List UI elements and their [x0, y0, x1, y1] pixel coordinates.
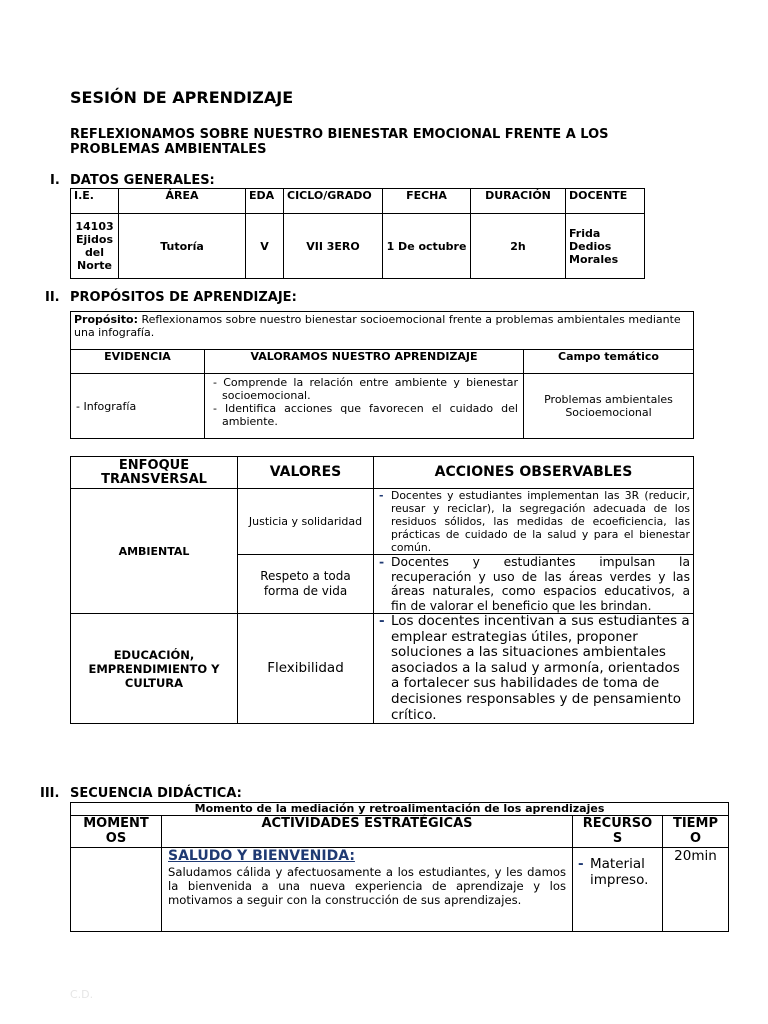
- header-duracion: DURACIÓN: [471, 189, 566, 214]
- header-acciones: ACCIONES OBSERVABLES: [374, 457, 694, 489]
- section-2-number: II.: [45, 290, 60, 305]
- dash-bullet: -: [379, 489, 384, 502]
- header-enfoque: ENFOQUE TRANSVERSAL: [71, 457, 238, 489]
- cell-momento: [71, 848, 162, 932]
- page-title: SESIÓN DE APRENDIZAJE: [70, 88, 294, 107]
- cell-fecha: 1 De octubre: [383, 214, 471, 279]
- proposito-label: Propósito:: [74, 313, 139, 326]
- header-valores: VALORES: [238, 457, 374, 489]
- actividad-text: Saludamos cálida y afectuosamente a los estudiantes, y les damos la bienvenida a una nueva experiencia de aprendizaje y los motivamos a seguir con la construcción de sus aprendizajes.: [168, 865, 566, 907]
- cell-eda: V: [246, 214, 284, 279]
- dash-bullet: -: [379, 555, 385, 569]
- cell-area: Tutoría: [119, 214, 246, 279]
- header-ciclo: CICLO/GRADO: [284, 189, 383, 214]
- cell-evidencia: - Infografía: [71, 374, 205, 439]
- valoramos-item: - Comprende la relación entre ambiente y bienestar socioemocional.: [213, 376, 518, 402]
- valor-flexibilidad: Flexibilidad: [238, 614, 374, 724]
- enfoques-table: [70, 456, 694, 724]
- header-ie: I.E.: [71, 189, 119, 214]
- section-3-number: III.: [40, 786, 60, 801]
- cell-ie: 14103 Ejidos del Norte: [71, 214, 119, 279]
- secuencia-table-title: Momento de la mediación y retroalimentación de los aprendizajes: [71, 803, 729, 816]
- cell-duracion: 2h: [471, 214, 566, 279]
- header-recursos: RECURSO S: [573, 816, 663, 848]
- cell-valoramos: [205, 374, 524, 439]
- section-1-number: I.: [50, 173, 60, 188]
- valoramos-item: - Identifica acciones que favorecen el cuidado del ambiente.: [213, 402, 518, 428]
- header-actividades: ACTIVIDADES ESTRATÉGICAS: [162, 816, 573, 848]
- accion-cell: [374, 555, 694, 614]
- valor-respeto: Respeto a toda forma de vida: [238, 555, 374, 614]
- header-docente: DOCENTE: [566, 189, 645, 214]
- enfoque-educacion: EDUCACIÓN, EMPRENDIMIENTO Y CULTURA: [71, 614, 238, 724]
- session-subtitle: REFLEXIONAMOS SOBRE NUESTRO BIENESTAR EMOCIONAL FRENTE A LOS PROBLEMAS AMBIENTALES: [70, 127, 609, 157]
- header-momentos: MOMENT OS: [71, 816, 162, 848]
- section-3-heading: SECUENCIA DIDÁCTICA:: [70, 786, 242, 801]
- accion-cell: [374, 614, 694, 724]
- proposito-cell: [71, 312, 694, 350]
- cell-ciclo: VII 3ERO: [284, 214, 383, 279]
- cell-campo: [524, 374, 694, 439]
- accion-item: - Los docentes incentivan a sus estudiantes a emplear estrategias útiles, proponer soluciones a las situaciones ambientales asociados a la salud y armonía, orientados a fortalecer sus habilidades de toma de decisiones responsables y de pensamiento crítico.: [379, 613, 690, 723]
- header-evidencia: EVIDENCIA: [71, 350, 205, 374]
- recurso-item: - Material impreso.: [578, 856, 649, 888]
- campo-item: Socioemocional: [565, 406, 652, 419]
- header-campo: Campo temático: [524, 350, 694, 374]
- secuencia-table: [70, 802, 729, 932]
- dash-bullet: -: [379, 613, 385, 629]
- cell-actividad: [162, 848, 573, 932]
- header-valoramos: VALORAMOS NUESTRO APRENDIZAJE: [205, 350, 524, 374]
- datos-generales-table: [70, 188, 645, 279]
- header-tiempo: TIEMP O: [663, 816, 729, 848]
- propositos-table: [70, 311, 694, 439]
- section-2-heading: PROPÓSITOS DE APRENDIZAJE:: [70, 290, 297, 305]
- header-area: ÁREA: [119, 189, 246, 214]
- proposito-text: Reflexionamos sobre nuestro bienestar socioemocional frente a problemas ambientales mediante una infografía.: [74, 313, 681, 339]
- actividad-title: SALUDO Y BIENVENIDA:: [168, 848, 355, 864]
- enfoque-ambiental: AMBIENTAL: [71, 489, 238, 614]
- campo-item: Problemas ambientales: [544, 393, 673, 406]
- section-1-heading: DATOS GENERALES:: [70, 173, 215, 188]
- valor-justicia: Justicia y solidaridad: [238, 489, 374, 555]
- dash-bullet: -: [578, 856, 584, 872]
- accion-item: - Docentes y estudiantes impulsan la recuperación y uso de las áreas verdes y las áreas naturales, como espacios educativos, a fin de valorar el beneficio que les brindan.: [379, 555, 690, 613]
- accion-cell: [374, 489, 694, 555]
- cell-tiempo: 20min: [663, 848, 729, 932]
- header-fecha: FECHA: [383, 189, 471, 214]
- cell-recurso: [573, 848, 663, 932]
- footer-watermark: C.D.: [70, 988, 94, 1001]
- accion-item: - Docentes y estudiantes implementan las 3R (reducir, reusar y reciclar), la segregación adecuada de los residuos sólidos, las medidas de ecoeficiencia, las prácticas de cuidado de la salud y para el bienestar común.: [379, 489, 690, 554]
- header-eda: EDA: [246, 189, 284, 214]
- cell-docente: Frida Dedios Morales: [566, 214, 645, 279]
